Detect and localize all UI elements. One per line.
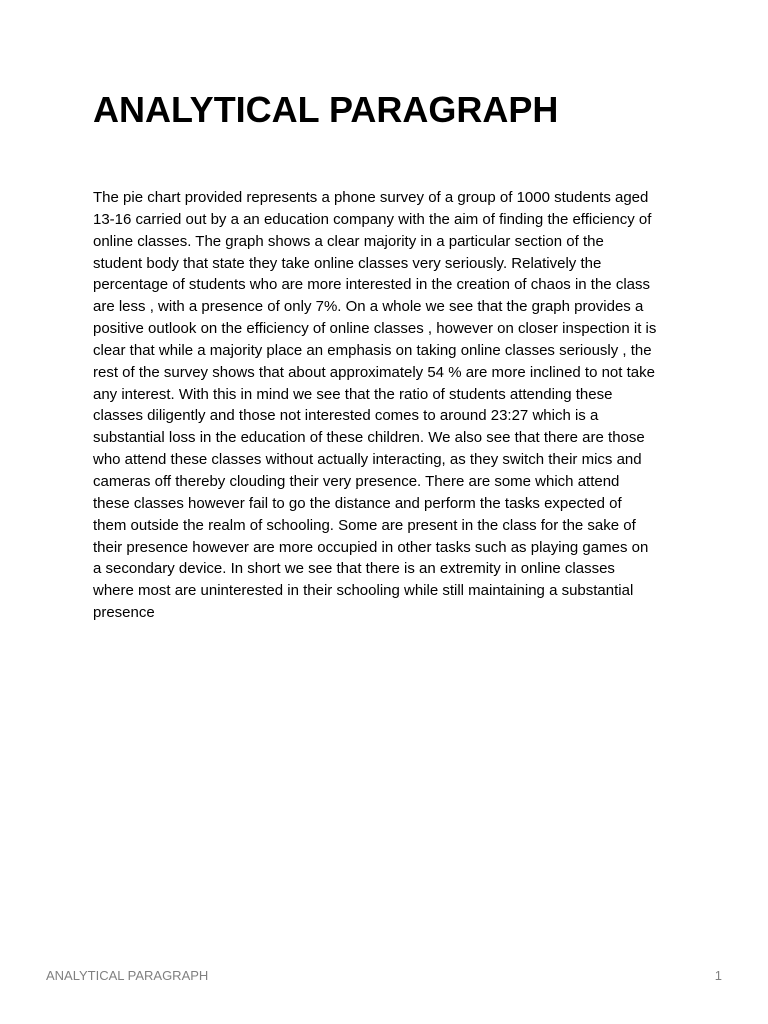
body-paragraph bbox=[93, 187, 680, 624]
paragraph-line: positive outlook on the efficiency of online classes , however on closer inspection it is bbox=[93, 320, 657, 338]
page-title: ANALYTICAL PARAGRAPH bbox=[93, 89, 559, 130]
paragraph-line: online classes. The graph shows a clear majority in a particular section of the bbox=[93, 232, 604, 250]
paragraph-line: rest of the survey shows that about approximately 54 % are more inclined to not take bbox=[93, 363, 655, 381]
paragraph-line: these classes however fail to go the distance and perform the tasks expected of bbox=[93, 494, 622, 512]
paragraph-line: a secondary device. In short we see that there is an extremity in online classes bbox=[93, 560, 615, 578]
paragraph-line: who attend these classes without actually interacting, as they switch their mics and bbox=[93, 451, 642, 469]
paragraph-line: The pie chart provided represents a phone survey of a group of 1000 students aged bbox=[93, 189, 649, 206]
paragraph-line: classes diligently and those not interested comes to around 23:27 which is a bbox=[93, 407, 599, 425]
paragraph-line: them outside the realm of schooling. Some are present in the class for the sake of bbox=[93, 516, 636, 534]
page-number: 1 bbox=[714, 968, 722, 983]
paragraph-line: their presence however are more occupied in other tasks such as playing games on bbox=[93, 538, 649, 556]
paragraph-line: are less , with a presence of only 7%. On a whole we see that the graph provides a bbox=[93, 298, 644, 316]
paragraph-line: any interest. With this in mind we see that the ratio of students attending these bbox=[93, 385, 613, 403]
paragraph-line: student body that state they take online classes very seriously. Relatively the bbox=[93, 254, 602, 272]
paragraph-line: percentage of students who are more interested in the creation of chaos in the class bbox=[93, 276, 650, 294]
paragraph-line: presence bbox=[93, 604, 155, 622]
paragraph-line: cameras off thereby clouding their very presence. There are some which attend bbox=[93, 472, 620, 490]
paragraph-line: clear that while a majority place an emphasis on taking online classes seriously , the bbox=[93, 341, 652, 359]
footer-title: ANALYTICAL PARAGRAPH bbox=[46, 968, 209, 983]
paragraph-line: where most are uninterested in their schooling while still maintaining a substantial bbox=[93, 582, 634, 600]
paragraph-line: substantial loss in the education of these children. We also see that there are those bbox=[93, 429, 645, 447]
paragraph-line: 13-16 carried out by a an education company with the aim of finding the efficiency of bbox=[93, 210, 652, 228]
